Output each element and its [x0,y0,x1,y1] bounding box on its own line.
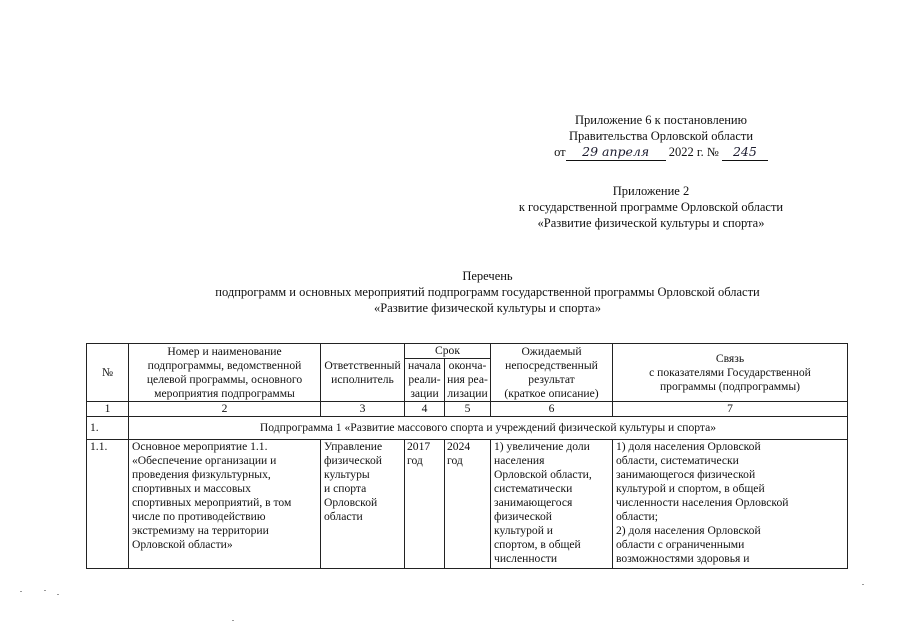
appendix-2-line-1: Приложение 2 [612,184,690,198]
header-row-1 [87,344,848,359]
title-line-2: подпрограмм и основных мероприятий подпрограмм государственной программы Орловской области [215,285,760,299]
header-term: Срок [405,344,491,359]
title-line-1: Перечень [462,269,513,283]
column-number: 6 [491,402,613,417]
title-line-3: «Развитие физической культуры и спорта» [374,301,601,315]
appendix-6-line-1: Приложение 6 к постановлению [575,113,747,127]
year-text: 2022 г. № [668,145,719,159]
header-executor: Ответственный исполнитель [321,344,405,402]
header-link: Связь с показателями Государственной программы (подпрограммы) [613,344,848,402]
row-link: 1) доля населения Орловской области, систематически занимающегося физической культурой и спортом, в общей численности населения Орловской области; 2) доля населения Орловской области с ограниченными возможностями здоровья и [613,440,848,569]
row-name: Основное мероприятие 1.1. «Обеспечение организации и проведения физкультурных, спортивных и массовых спортивных мероприятий, в том числе по противодействию экстремизму на территории Орловской области» [129,440,321,569]
subprograms-table [86,343,848,569]
scan-speck [20,591,22,592]
column-number: 2 [129,402,321,417]
column-number: 7 [613,402,848,417]
column-number: 4 [405,402,445,417]
header-end: оконча- ния реа- лизации [445,359,491,402]
column-number: 1 [87,402,129,417]
row-result: 1) увеличение доли населения Орловской области, систематически занимающегося физической культурой и спортом, в общей численности [491,440,613,569]
header-name: Номер и наименование подпрограммы, ведомственной целевой программы, основного мероприятия подпрограммы [129,344,321,402]
subprogram-title: Подпрограмма 1 «Развитие массового спорта и учреждений физической культуры и спорта» [129,417,848,440]
scan-speck [862,584,864,585]
appendix-6-date-line [531,144,791,161]
header-num: № [87,344,129,402]
table-row [87,440,848,569]
scan-speck [232,620,234,621]
row-executor: Управление физической культуры и спорта Орловской области [321,440,405,569]
date-prefix: от [554,145,566,159]
header-result: Ожидаемый непосредственный результат (краткое описание) [491,344,613,402]
appendix-2-line-2: к государственной программе Орловской области [518,200,784,214]
appendix-2-block [491,183,811,231]
document-title [0,268,905,316]
row-end: 2024 год [445,440,491,569]
scan-speck [44,590,46,591]
appendix-6-block [531,112,791,161]
appendix-2-line-3: «Развитие физической культуры и спорта» [537,216,765,230]
handwritten-number: 245 [722,144,768,161]
subprogram-row [87,417,848,440]
header-start: начала реали- зации [405,359,445,402]
column-numbers-row [87,402,848,417]
row-num: 1.1. [87,440,129,569]
column-number: 5 [445,402,491,417]
appendix-6-line-2: Правительства Орловской области [568,129,754,143]
row-start: 2017 год [405,440,445,569]
scan-speck [57,594,59,595]
column-number: 3 [321,402,405,417]
handwritten-date: 29 апреля [566,144,666,161]
subprogram-num: 1. [87,417,129,440]
